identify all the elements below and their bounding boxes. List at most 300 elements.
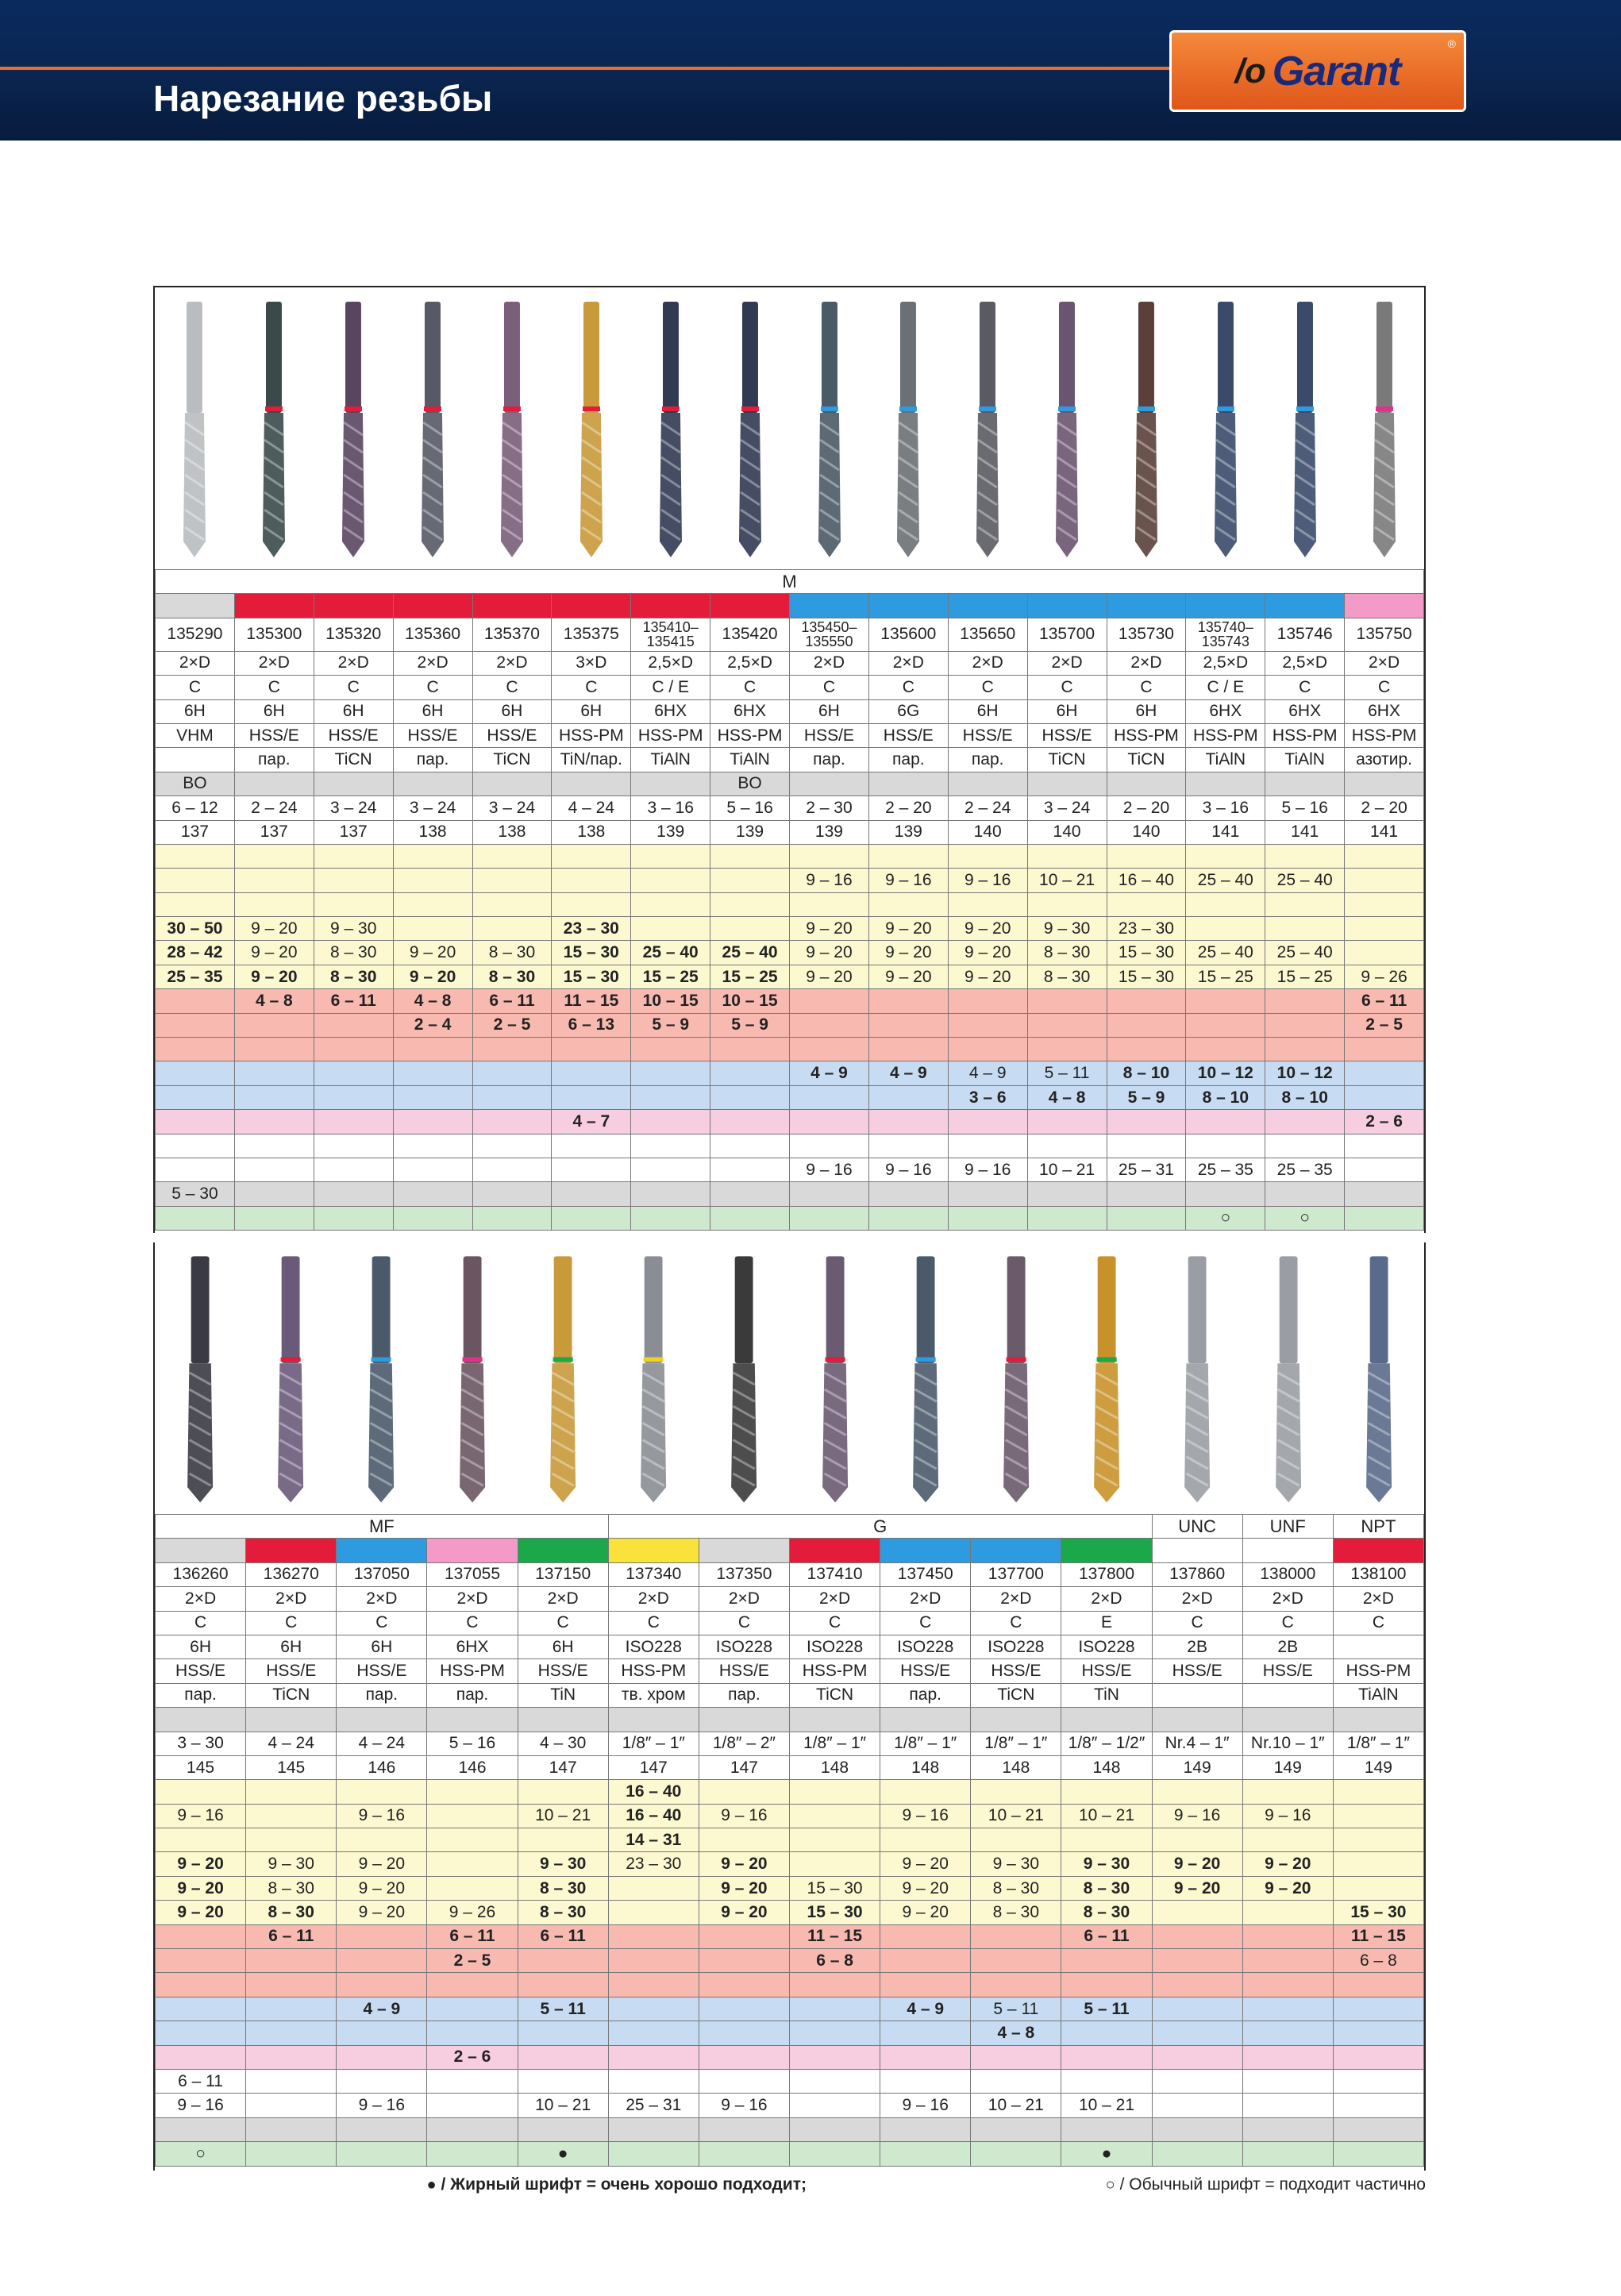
spec-cell (971, 1780, 1061, 1804)
spec-cell (1152, 2094, 1242, 2117)
legend-bold-text: / Жирный шрифт = очень хорошо подходит; (441, 2175, 807, 2194)
spec-cell (156, 1134, 235, 1158)
spec-cell (234, 1013, 314, 1037)
spec-cell (246, 1780, 337, 1804)
spec-cell (948, 1182, 1027, 1206)
tool-color-ring (1217, 406, 1234, 411)
spec-row (156, 989, 1424, 1013)
group-label: M (156, 570, 1424, 594)
spec-row (156, 2045, 1424, 2069)
spec-cell: 139 (631, 820, 710, 844)
spec-cell: ISO228 (699, 1635, 789, 1658)
color-code-cell (552, 594, 631, 618)
spec-cell (1345, 772, 1424, 796)
spec-cell (699, 2045, 789, 2069)
spec-cell: ISO228 (608, 1635, 699, 1658)
spec-cell (699, 2021, 789, 2045)
tap-tool-icon (336, 1242, 426, 1514)
spec-cell: 139 (710, 820, 790, 844)
spec-cell: 6H (472, 699, 552, 723)
spec-cell (868, 844, 948, 868)
spec-cell (234, 1182, 314, 1206)
spec-row (156, 1804, 1424, 1828)
spec-cell (427, 1828, 518, 1852)
color-code-cell (710, 594, 790, 618)
spec-cell: 6 – 11 (518, 1924, 608, 1948)
spec-cell (1242, 2117, 1333, 2141)
spec-cell (393, 1158, 472, 1181)
spec-cell: 1/8″ – 1″ (789, 1732, 880, 1755)
spec-cell (710, 1158, 790, 1181)
tool-shank (1007, 1256, 1026, 1363)
spec-row (156, 1828, 1424, 1852)
spec-cell: Nr.4 – 1″ (1152, 1732, 1242, 1755)
article-number: 137450 (880, 1562, 971, 1586)
spec-cell (710, 869, 790, 892)
spec-cell: 9 – 20 (868, 917, 948, 941)
color-code-cell (1152, 1539, 1242, 1562)
color-code-cell (1242, 1539, 1333, 1562)
spec-cell (234, 869, 314, 892)
spec-cell (631, 892, 710, 916)
spec-cell: 137 (156, 820, 235, 844)
spec-row (156, 1997, 1424, 2021)
article-number: 135600 (868, 618, 948, 651)
spec-cell (1061, 1708, 1152, 1732)
spec-cell (472, 1158, 552, 1181)
spec-cell: HSS/E (1152, 1659, 1242, 1683)
spec-cell (156, 1780, 246, 1804)
spec-cell: C (156, 676, 235, 699)
spec-row (156, 699, 1424, 723)
spec-cell: пар. (337, 1683, 427, 1707)
spec-row (156, 844, 1424, 868)
spec-cell (472, 1206, 552, 1230)
tool-shank (1218, 302, 1234, 413)
spec-cell: 2 – 5 (472, 1013, 552, 1037)
color-code-cell (868, 594, 948, 618)
spec-cell (314, 1158, 393, 1181)
spec-cell: C (608, 1611, 699, 1635)
spec-cell: C (156, 1611, 246, 1635)
spec-cell (427, 2069, 518, 2093)
spec-cell: 2×D (234, 651, 314, 675)
spec-cell: 9 – 30 (314, 917, 393, 941)
spec-cell: C (1107, 676, 1186, 699)
color-code-cell (156, 594, 235, 618)
spec-cell (1107, 892, 1186, 916)
spec-row (156, 869, 1424, 892)
spec-cell (631, 1085, 710, 1109)
spec-cell (789, 2045, 880, 2069)
tool-shank (1059, 302, 1075, 413)
spec-cell: 5 – 9 (631, 1013, 710, 1037)
tool-image-135700 (1027, 287, 1107, 569)
spec-cell (789, 1828, 880, 1852)
spec-cell (789, 1804, 880, 1828)
spec-cell (393, 1061, 472, 1085)
tap-tool-icon (790, 287, 869, 569)
tap-tool-icon (518, 1242, 608, 1514)
tap-tool-icon (1186, 287, 1265, 569)
tool-color-ring (1296, 406, 1314, 411)
tool-image-137340 (608, 1242, 699, 1514)
spec-cell (552, 1206, 631, 1230)
tool-images-row (155, 287, 1424, 569)
spec-cell: C (699, 1611, 789, 1635)
spec-cell (948, 772, 1027, 796)
spec-cell (393, 1038, 472, 1061)
tool-shank (1188, 1256, 1207, 1363)
spec-cell (699, 2069, 789, 2093)
spec-cell: 30 – 50 (156, 917, 235, 941)
spec-row (156, 1708, 1424, 1732)
spec-cell: 5 – 11 (971, 1997, 1061, 2021)
spec-cell: 6 – 11 (246, 1924, 337, 1948)
spec-cell (1333, 2069, 1423, 2093)
spec-cell: 5 – 30 (156, 1182, 235, 1206)
spec-cell: 6 – 13 (552, 1013, 631, 1037)
spec-cell (1265, 989, 1345, 1013)
spec-cell: 25 – 40 (1186, 869, 1265, 892)
color-code-cell (1345, 594, 1424, 618)
garant-logo-text: Garant (1272, 48, 1401, 94)
spec-cell: BO (156, 772, 235, 796)
spec-cell: 2×D (1027, 651, 1107, 675)
spec-cell (1061, 1973, 1152, 1997)
spec-cell (699, 1780, 789, 1804)
spec-cell (631, 772, 710, 796)
spec-cell: 9 – 16 (868, 869, 948, 892)
spec-row (156, 1683, 1424, 1707)
spec-cell: ISO228 (1061, 1635, 1152, 1658)
color-code-cell (1107, 594, 1186, 618)
spec-cell: C (710, 676, 790, 699)
spec-cell (1107, 989, 1186, 1013)
spec-cell (1242, 1949, 1333, 1973)
spec-cell: 9 – 20 (393, 965, 472, 988)
spec-cell (1186, 917, 1265, 941)
filled-dot-icon: ● (426, 2176, 437, 2194)
spec-cell: ○ (156, 2142, 246, 2166)
spec-cell: пар. (156, 1683, 246, 1707)
spec-cell: 9 – 20 (880, 1876, 971, 1900)
spec-cell: 9 – 20 (699, 1876, 789, 1900)
article-number: 137860 (1152, 1562, 1242, 1586)
spec-cell: 2 – 4 (393, 1013, 472, 1037)
spec-cell (868, 892, 948, 916)
spec-cell (314, 892, 393, 916)
spec-cell (234, 1110, 314, 1134)
spec-cell: TiAlN (1265, 748, 1345, 772)
spec-cell (868, 1013, 948, 1037)
spec-cell: 9 – 16 (880, 2094, 971, 2117)
spec-cell (880, 1973, 971, 1997)
spec-cell (472, 917, 552, 941)
tool-image-137350 (699, 1242, 789, 1514)
spec-cell (314, 1206, 393, 1230)
spec-cell: 9 – 20 (790, 965, 869, 988)
spec-cell: HSS/E (393, 723, 472, 747)
spec-cell (472, 869, 552, 892)
spec-cell (948, 1206, 1027, 1230)
spec-cell (1027, 844, 1107, 868)
spec-cell: 10 – 21 (518, 2094, 608, 2117)
tool-shank (742, 302, 758, 413)
spec-cell: 2×D (427, 1587, 518, 1611)
spec-cell (1333, 2142, 1423, 2166)
spec-cell (710, 844, 790, 868)
tap-tool-icon (1061, 1242, 1152, 1514)
spec-cell: 2×D (971, 1587, 1061, 1611)
tool-shank (266, 302, 282, 413)
spec-cell (156, 989, 235, 1013)
spec-cell (427, 2094, 518, 2117)
spec-cell (1152, 1949, 1242, 1973)
spec-cell: TiCN (246, 1683, 337, 1707)
spec-row (156, 1949, 1424, 1973)
tool-shank (645, 1256, 663, 1363)
spec-cell (1186, 989, 1265, 1013)
spec-cell (1152, 1683, 1242, 1707)
spec-cell (971, 1708, 1061, 1732)
spec-cell: 3 – 24 (314, 796, 393, 820)
spec-cell: 140 (1107, 820, 1186, 844)
tool-image-135746 (1265, 287, 1345, 569)
spec-cell (608, 1708, 699, 1732)
spec-cell (314, 1085, 393, 1109)
tool-image-135420 (710, 287, 790, 569)
spec-cell: 9 – 20 (948, 941, 1027, 965)
color-code-row (156, 1539, 1424, 1562)
spec-row (156, 1158, 1424, 1181)
spec-cell: 9 – 16 (948, 1158, 1027, 1181)
spec-cell: HSS-PM (1265, 723, 1345, 747)
spec-cell: 10 – 21 (1061, 1804, 1152, 1828)
tool-image-135750 (1345, 287, 1424, 569)
spec-cell: 4 – 8 (971, 2021, 1061, 2045)
spec-cell: 9 – 16 (156, 2094, 246, 2117)
spec-cell: 25 – 31 (608, 2094, 699, 2117)
tool-color-ring (899, 406, 917, 411)
spec-cell: 2×D (393, 651, 472, 675)
spec-cell: 3 – 16 (631, 796, 710, 820)
spec-cell: HSS-PM (608, 1659, 699, 1683)
tap-tool-icon (948, 287, 1027, 569)
spec-cell (1333, 1852, 1423, 1876)
spec-cell (156, 1973, 246, 1997)
spec-cell: 9 – 16 (1242, 1804, 1333, 1828)
spec-cell (1152, 1708, 1242, 1732)
tap-tool-icon (1334, 1242, 1424, 1514)
spec-cell: C (393, 676, 472, 699)
spec-cell: 145 (156, 1755, 246, 1779)
spec-cell: 9 – 20 (393, 941, 472, 965)
spec-cell: VHM (156, 723, 235, 747)
spec-cell (1265, 1134, 1345, 1158)
spec-cell (156, 1708, 246, 1732)
spec-cell: пар. (868, 748, 948, 772)
tool-image-135375 (552, 287, 631, 569)
spec-cell (427, 1997, 518, 2021)
spec-cell: 16 – 40 (1107, 869, 1186, 892)
tool-color-ring (1097, 1358, 1117, 1362)
spec-cell: 25 – 35 (156, 965, 235, 988)
spec-cell: 6H (1107, 699, 1186, 723)
tool-shank (187, 302, 202, 413)
spec-cell: 4 – 24 (552, 796, 631, 820)
spec-cell: 3 – 24 (393, 796, 472, 820)
spec-cell: 23 – 30 (608, 1852, 699, 1876)
spec-cell (710, 1061, 790, 1085)
spec-cell: 9 – 16 (790, 1158, 869, 1181)
spec-cell (880, 1949, 971, 1973)
spec-cell: 9 – 20 (1242, 1852, 1333, 1876)
tool-color-ring (462, 1358, 482, 1362)
spec-cell (337, 1780, 427, 1804)
spec-cell: 8 – 30 (971, 1901, 1061, 1924)
spec-cell (337, 1949, 427, 1973)
spec-cell (1152, 2069, 1242, 2093)
section-mf-g-threads (153, 1242, 1426, 2171)
spec-cell (552, 772, 631, 796)
color-code-cell (427, 1539, 518, 1562)
spec-cell (971, 1924, 1061, 1948)
spec-cell (631, 1158, 710, 1181)
spec-cell (246, 1708, 337, 1732)
spec-cell: 9 – 20 (337, 1852, 427, 1876)
group-label: UNC (1152, 1515, 1242, 1539)
tool-color-ring (345, 406, 362, 411)
spec-cell: 8 – 30 (246, 1901, 337, 1924)
spec-cell (156, 2021, 246, 2045)
spec-cell: C (880, 1611, 971, 1635)
spec-cell: C (790, 676, 869, 699)
spec-cell (1242, 1997, 1333, 2021)
spec-cell (971, 1949, 1061, 1973)
tool-image-135290 (155, 287, 234, 569)
spec-cell: 25 – 40 (1265, 941, 1345, 965)
spec-cell: 138 (393, 820, 472, 844)
spec-cell (393, 892, 472, 916)
tool-image-137700 (971, 1242, 1061, 1514)
spec-cell (710, 1038, 790, 1061)
spec-cell (790, 1206, 869, 1230)
tool-image-135600 (868, 287, 948, 569)
spec-cell (337, 1973, 427, 1997)
spec-cell: 15 – 30 (1107, 941, 1186, 965)
spec-cell (710, 1134, 790, 1158)
tool-color-ring (644, 1358, 664, 1362)
spec-cell: 6 – 8 (1333, 1949, 1423, 1973)
tool-image-135320 (314, 287, 393, 569)
garant-logo (1169, 30, 1466, 112)
spec-cell: C (552, 676, 631, 699)
spec-cell (246, 2069, 337, 2093)
tap-tool-icon (710, 287, 790, 569)
tap-tool-icon (1265, 287, 1345, 569)
spec-cell: TiCN (789, 1683, 880, 1707)
spec-cell: 2×D (156, 651, 235, 675)
spec-cell: пар. (234, 748, 314, 772)
spec-cell (868, 1085, 948, 1109)
tap-tool-icon (790, 1242, 880, 1514)
spec-cell: 9 – 16 (156, 1804, 246, 1828)
tap-tool-icon (1243, 1242, 1334, 1514)
spec-cell: азотир. (1345, 748, 1424, 772)
spec-cell (427, 2117, 518, 2141)
spec-cell (789, 2142, 880, 2166)
spec-cell (1345, 892, 1424, 916)
group-label: NPT (1333, 1515, 1423, 1539)
spec-cell: 10 – 15 (710, 989, 790, 1013)
spec-cell (1345, 917, 1424, 941)
spec-cell: 9 – 30 (246, 1852, 337, 1876)
spec-cell: 138 (552, 820, 631, 844)
spec-cell (393, 772, 472, 796)
spec-cell (790, 1013, 869, 1037)
spec-cell (246, 1949, 337, 1973)
spec-cell (710, 1110, 790, 1134)
spec-cell: 148 (789, 1755, 880, 1779)
spec-cell (880, 1708, 971, 1732)
spec-cell (393, 1182, 472, 1206)
spec-cell (1107, 772, 1186, 796)
spec-cell (156, 2117, 246, 2141)
article-number: 137055 (427, 1562, 518, 1586)
spec-cell (1242, 2045, 1333, 2069)
tool-shank (1279, 1256, 1297, 1363)
spec-cell (710, 892, 790, 916)
spec-cell: 9 – 16 (337, 1804, 427, 1828)
spec-cell (790, 1182, 869, 1206)
spec-cell (608, 2069, 699, 2093)
spec-cell: 9 – 20 (790, 941, 869, 965)
spec-cell (608, 1901, 699, 1924)
spec-row (156, 1038, 1424, 1061)
spec-cell: 5 – 16 (710, 796, 790, 820)
spec-cell (1186, 1013, 1265, 1037)
spec-cell (1265, 892, 1345, 916)
spec-cell (552, 869, 631, 892)
article-number: 135300 (234, 618, 314, 651)
spec-cell: ○ (1186, 1206, 1265, 1230)
spec-cell (1152, 2117, 1242, 2141)
spec-cell (156, 2045, 246, 2069)
color-code-cell (789, 1539, 880, 1562)
tap-tool-icon (552, 287, 631, 569)
tool-image-137800 (1061, 1242, 1152, 1514)
spec-cell (1242, 1780, 1333, 1804)
spec-cell (880, 2117, 971, 2141)
spec-cell: TiCN (1027, 748, 1107, 772)
spec-cell (880, 1780, 971, 1804)
article-number-row (156, 618, 1424, 651)
spec-cell (156, 1110, 235, 1134)
spec-cell: 6H (393, 699, 472, 723)
spec-row (156, 1206, 1424, 1230)
spec-cell: 9 – 20 (699, 1901, 789, 1924)
spec-cell (880, 2021, 971, 2045)
spec-cell (393, 1134, 472, 1158)
spec-cell: 2 – 24 (234, 796, 314, 820)
spec-cell: 9 – 20 (948, 965, 1027, 988)
color-code-cell (790, 594, 869, 618)
spec-cell: 16 – 40 (608, 1804, 699, 1828)
spec-cell: 6H (948, 699, 1027, 723)
spec-cell: 1/8″ – 1″ (880, 1732, 971, 1755)
spec-cell (518, 1973, 608, 1997)
